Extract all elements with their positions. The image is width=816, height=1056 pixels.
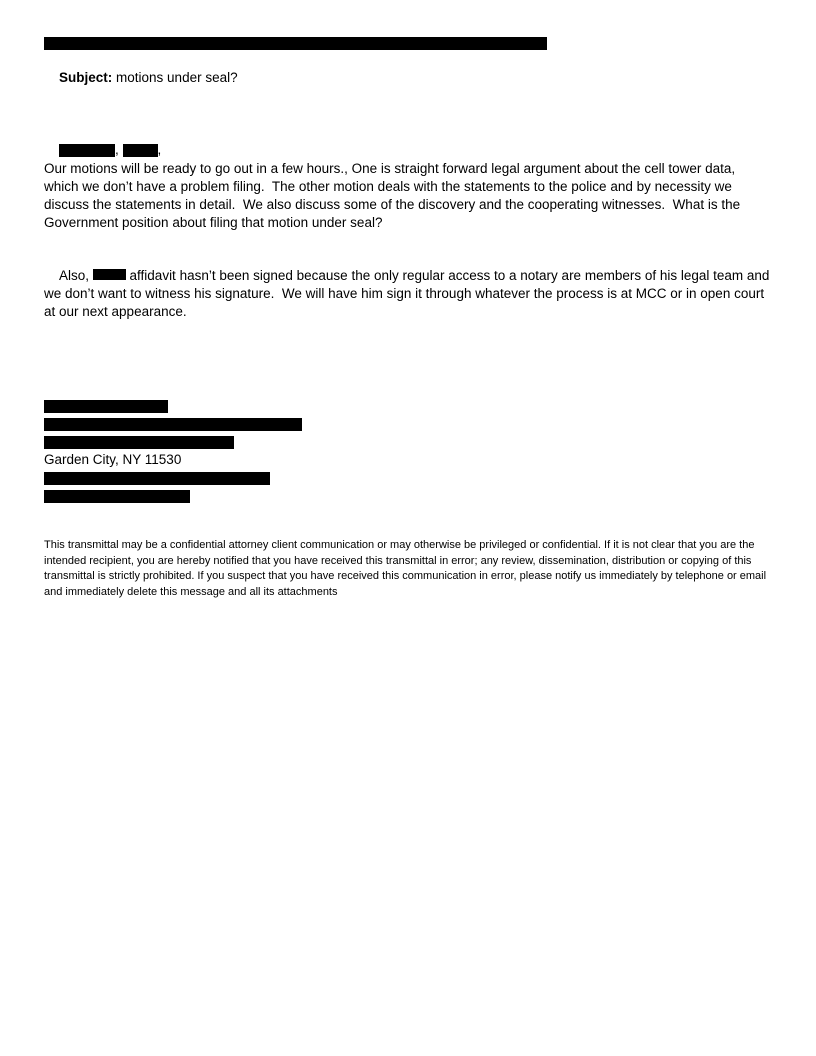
redacted-recipient-first-name: [123, 144, 158, 157]
redacted-street-address: [44, 436, 234, 449]
redacted-recipient-name: [59, 144, 115, 157]
redacted-client-name: [93, 269, 126, 280]
greeting-comma-1: ,: [115, 142, 123, 157]
subject-value: motions under seal?: [112, 70, 238, 85]
subject-label: Subject:: [59, 70, 113, 85]
signature-city-text: Garden City, NY 11530: [44, 452, 182, 467]
subject-line: [44, 51, 771, 105]
signature-block: [44, 397, 771, 505]
signature-line-email: [44, 487, 771, 505]
greeting-comma-2: ,: [157, 142, 162, 157]
redacted-sender-name: [44, 400, 168, 413]
body-paragraph-motions: Our motions will be ready to go out in a few hours., One is straight forward legal argument about the cell tower data, which we don’t have a problem filing. The other motion deals with the statements to the police and by necessity we discuss the statements in detail. We also discuss some of the discovery and the cooperating witnesses. What is the Government position about filing that motion under seal?: [44, 161, 744, 230]
header-redaction-bar: [44, 37, 547, 50]
signature-line-city: [44, 451, 771, 469]
greeting-line: [44, 123, 771, 157]
paragraph2-prefix: Also,: [59, 268, 93, 283]
paragraph2-suffix: affidavit hasn’t been signed because the only regular access to a notary are members of his legal team and we don’t want to witness his signature. We will have him sign it through whatever the process is at MCC or in open court at our next appearance.: [44, 268, 774, 319]
signature-line-street: [44, 433, 771, 451]
signature-line-name: [44, 397, 771, 415]
body-paragraph-affidavit: [44, 249, 774, 339]
confidentiality-disclaimer: This transmittal may be a confidential attorney client communication or may otherwise be privileged or confidential. If it is not clear that you are the intended recipient, you are hereby notified that you have received this transmittal in error; any review, dissemination, distribution or copying of this transmittal is strictly prohibited. If you suspect that you have received this communication in error, please notify us immediately by telephone or email and immediately delete this message and all its attachments: [44, 539, 770, 598]
signature-line-phone: [44, 469, 771, 487]
redacted-phone-line: [44, 472, 270, 485]
redacted-firm-name: [44, 418, 302, 431]
redacted-email-line: [44, 490, 190, 503]
signature-line-firm: [44, 415, 771, 433]
